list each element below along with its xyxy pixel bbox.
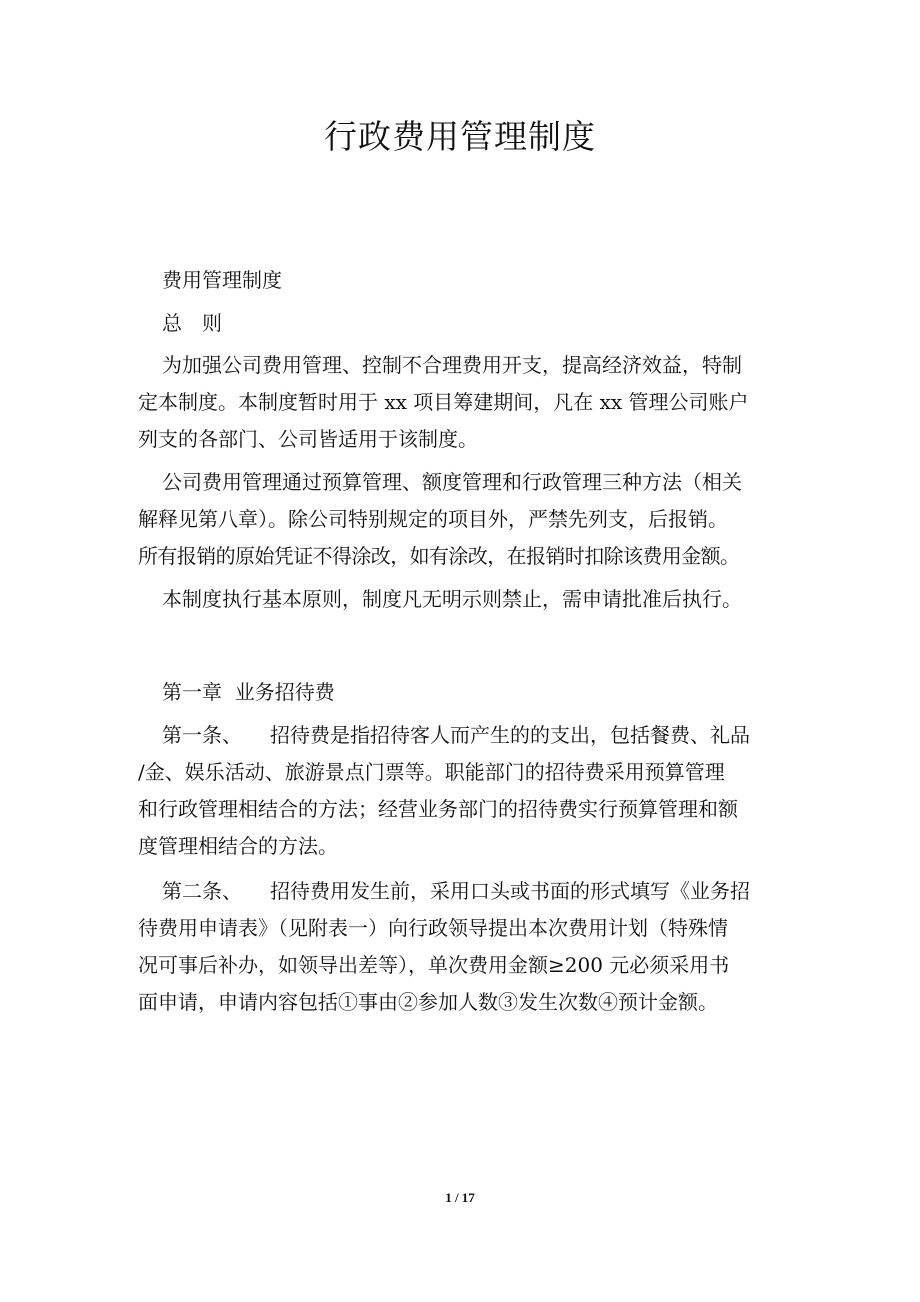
intro-line: 为加强公司费用管理、控制不合理费用开支，提高经济效益，特制 xyxy=(162,353,742,377)
section-spacer xyxy=(138,618,790,674)
principle-paragraph: 本制度执行基本原则，制度凡无明示则禁止，需申请批准后执行。 xyxy=(162,587,742,611)
article-2-text: 招待费用发生前，采用口头或书面的形式填写《业务招 xyxy=(270,879,750,903)
article-2-line: 面申请，申请内容包括①事由②参加人数③发生次数④预计金额。 xyxy=(138,990,718,1014)
article-1-line: 度管理相结合的方法。 xyxy=(138,834,338,858)
method-line: 所有报销的原始凭证不得涂改，如有涂改，在报销时扣除该费用金额。 xyxy=(138,544,740,568)
page-number: 1 / 17 xyxy=(445,1190,475,1205)
article-2-first-line xyxy=(138,873,790,910)
article-1-line: 和行政管理相结合的方法；经营业务部门的招待费实行预算管理和额 xyxy=(138,797,738,821)
article-1-label: 第一条、 xyxy=(162,723,242,747)
general-heading: 总 则 xyxy=(162,311,222,335)
intro-line: 列支的各部门、公司皆适用于该制度。 xyxy=(138,427,478,451)
intro-paragraph xyxy=(138,347,790,458)
article-2 xyxy=(138,873,790,1021)
article-1-line: /金、娱乐活动、旅游景点门票等。职能部门的招待费采用预算管理 xyxy=(138,760,725,784)
intro-line: 定本制度。本制度暂时用于 xx 项目筹建期间，凡在 xx 管理公司账户 xyxy=(138,390,749,414)
method-paragraph xyxy=(138,464,790,575)
document-body xyxy=(138,262,790,1021)
document-title: 行政费用管理制度 xyxy=(324,117,596,156)
article-1 xyxy=(138,717,790,865)
method-line: 公司费用管理通过预算管理、额度管理和行政管理三种方法（相关 xyxy=(162,470,742,494)
chapter-1-heading: 第一章 业务招待费 xyxy=(162,680,335,704)
subtitle: 费用管理制度 xyxy=(162,268,282,292)
article-2-line: 况可事后补办，如领导出差等），单次费用金额≥200 元必须采用书 xyxy=(138,953,730,977)
article-2-line: 待费用申请表》（见附表一）向行政领导提出本次费用计划（特殊情 xyxy=(138,916,728,940)
article-2-label: 第二条、 xyxy=(162,879,242,903)
article-1-text: 招待费是指招待客人而产生的的支出，包括餐费、礼品 xyxy=(270,723,750,747)
article-1-first-line xyxy=(138,717,790,754)
method-line: 解释见第八章）。除公司特别规定的项目外，严禁先列支，后报销。 xyxy=(138,507,728,531)
